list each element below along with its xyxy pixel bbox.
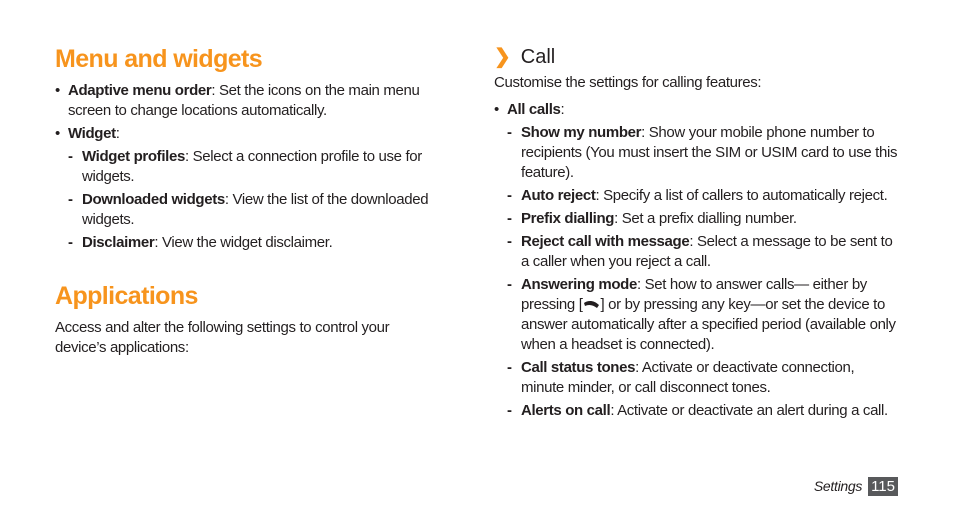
page-footer (814, 476, 898, 496)
list-item-adaptive-menu-order (55, 81, 455, 121)
desc-answering-mode-after: ] or by pressing any key—or set the device to answer automatically after a specified period (available only when a headset is connected). (521, 296, 896, 353)
footer-section-name: Settings (813, 478, 863, 494)
menu-and-widgets-heading: Menu and widgets (55, 45, 263, 73)
term-alerts-on-call: Alerts on call (521, 402, 611, 419)
term-downloaded-widgets: Downloaded widgets (82, 191, 225, 208)
desc-adaptive-menu-order: : Set the icons on the main menu screen to change locations automatically. (68, 82, 420, 119)
sub-item-show-my-number (494, 123, 899, 183)
dash: - (507, 210, 512, 227)
dash: - (507, 187, 512, 204)
desc-answering-mode-before: : Set how to answer calls— either by pressing [ (521, 276, 867, 313)
term-disclaimer: Disclaimer (82, 234, 155, 251)
list-item-all-calls (494, 100, 899, 120)
dash: - (507, 359, 512, 376)
desc-call-status-tones: : Activate or deactivate connection, minute minder, or call disconnect tones. (521, 359, 855, 396)
term-adaptive-menu-order: Adaptive menu order (68, 82, 212, 99)
bullet: • (55, 125, 60, 142)
dash: - (68, 191, 73, 208)
menu-widgets-list (55, 81, 455, 256)
dash: - (507, 233, 512, 250)
desc-widget: : (115, 125, 120, 142)
call-description: Customise the settings for calling features: (494, 74, 762, 91)
term-show-my-number: Show my number (521, 124, 642, 141)
desc-widget-profiles: : Select a connection profile to use for widgets. (82, 148, 422, 185)
sub-item-auto-reject (494, 186, 899, 206)
dash: - (68, 234, 73, 251)
desc-alerts-on-call: : Activate or deactivate an alert during a call. (610, 402, 888, 419)
desc-show-my-number: : Show your mobile phone number to recipients (You must insert the SIM or USIM card to use this feature). (521, 124, 898, 181)
list-item-widget (55, 124, 455, 144)
bullet: • (494, 101, 499, 118)
desc-downloaded-widgets: : View the list of the downloaded widgets. (82, 191, 429, 228)
desc-disclaimer: : View the widget disclaimer. (154, 234, 333, 251)
sub-item-widget-profiles (55, 147, 455, 187)
sub-item-prefix-dialling (494, 209, 899, 229)
term-answering-mode: Answering mode (521, 276, 637, 293)
sub-item-alerts-on-call (494, 401, 899, 421)
call-heading (494, 44, 555, 70)
call-settings-list (494, 100, 899, 424)
dash: - (507, 276, 512, 293)
sub-item-call-status-tones (494, 358, 899, 398)
desc-all-calls: : (560, 101, 565, 118)
term-reject-call-with-message: Reject call with message (521, 233, 690, 250)
sub-item-reject-call-with-message (494, 232, 899, 272)
term-call-status-tones: Call status tones (521, 359, 636, 376)
page-number: 115 (868, 477, 898, 496)
phone-handset-icon (583, 296, 601, 306)
sub-item-disclaimer (55, 233, 455, 253)
desc-prefix-dialling: : Set a prefix dialling number. (614, 210, 797, 227)
term-auto-reject: Auto reject (521, 187, 596, 204)
applications-heading: Applications (55, 282, 198, 310)
term-widget-profiles: Widget profiles (82, 148, 185, 165)
desc-reject-call-with-message: : Select a message to be sent to a caller when you reject a call. (521, 233, 893, 270)
term-widget: Widget (68, 125, 116, 142)
call-heading-label: Call (520, 46, 556, 68)
dash: - (68, 148, 73, 165)
chevron-right-icon: ❯ (494, 46, 511, 68)
bullet: • (55, 82, 60, 99)
dash: - (507, 124, 512, 141)
sub-item-downloaded-widgets (55, 190, 455, 230)
term-prefix-dialling: Prefix dialling (521, 210, 615, 227)
sub-item-answering-mode (494, 275, 899, 355)
term-all-calls: All calls (507, 101, 561, 118)
desc-auto-reject: : Specify a list of callers to automatically reject. (595, 187, 888, 204)
dash: - (507, 402, 512, 419)
applications-description: Access and alter the following settings to control your device’s applications: (55, 319, 390, 356)
